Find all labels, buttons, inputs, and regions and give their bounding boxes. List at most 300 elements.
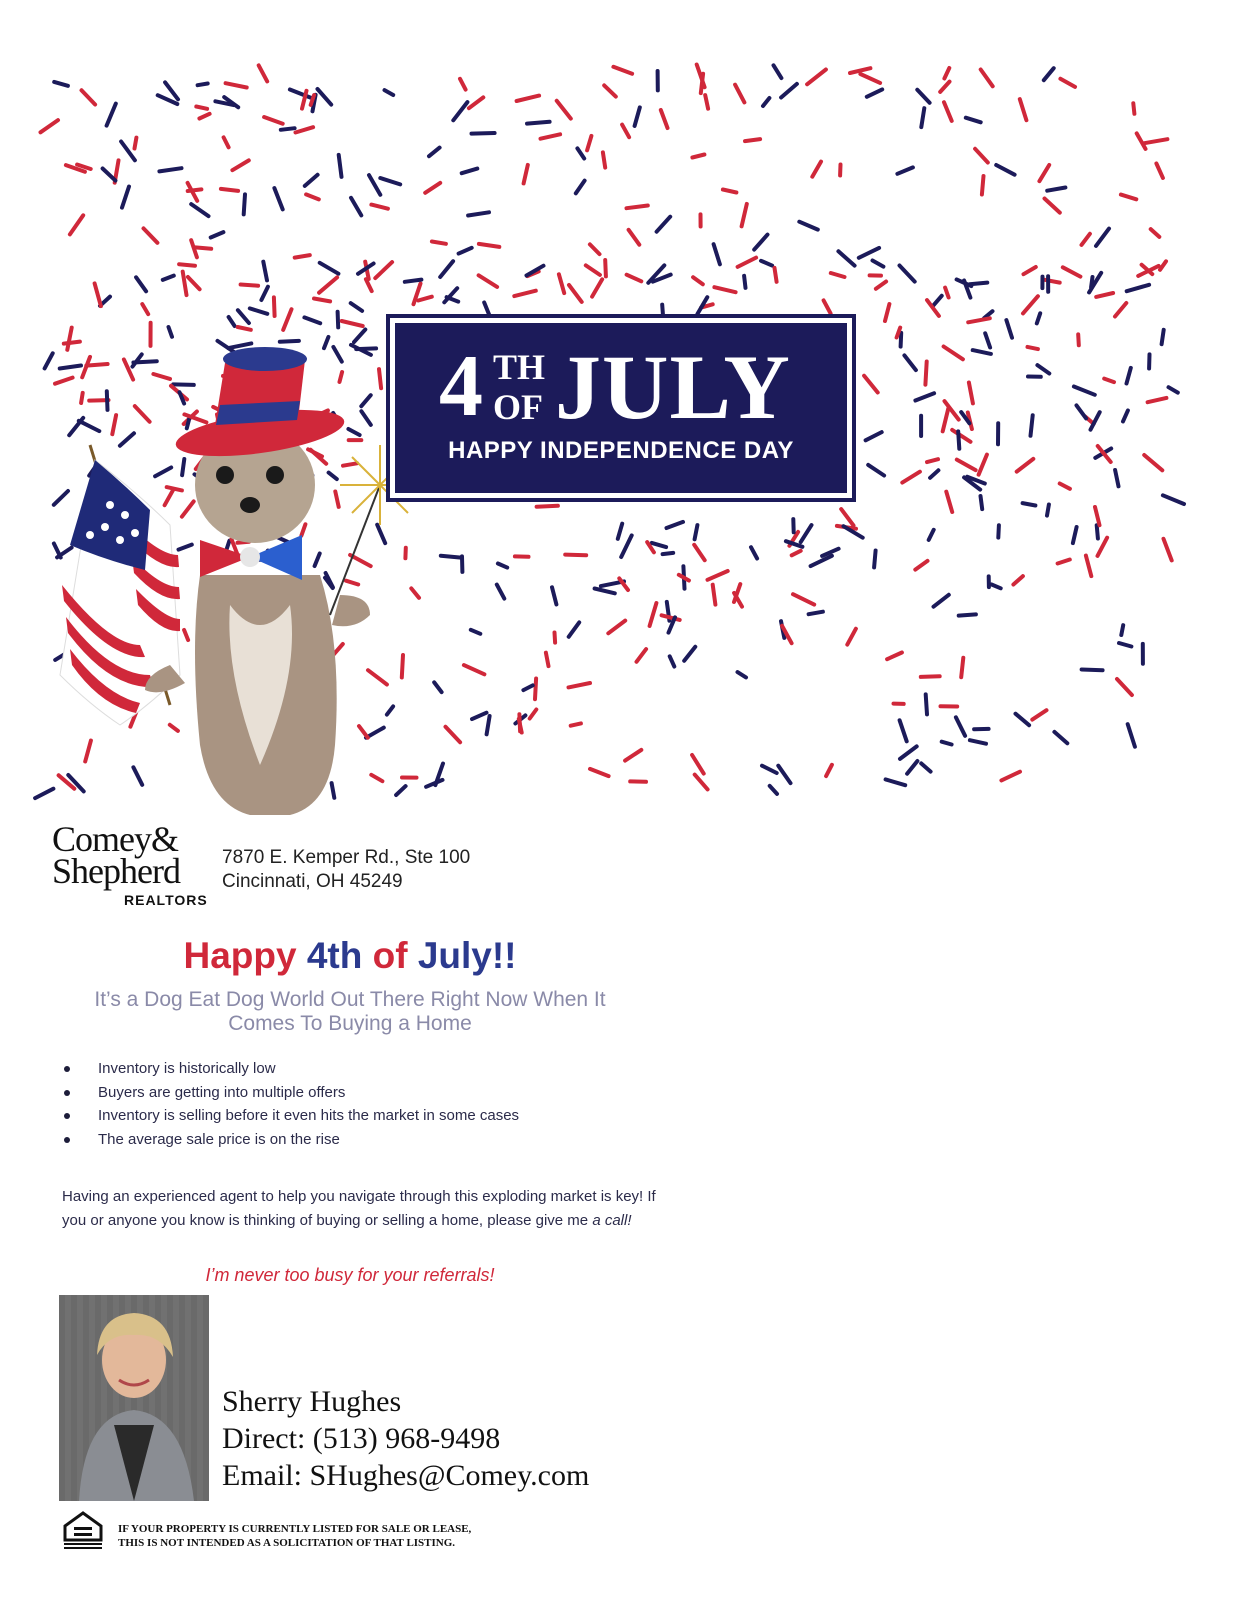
confetti-piece: [1127, 285, 1149, 291]
confetti-piece: [462, 169, 478, 174]
confetti-piece: [627, 206, 648, 209]
confetti-piece: [754, 235, 767, 250]
confetti-piece: [959, 614, 976, 615]
confetti-piece: [650, 603, 657, 626]
confetti-piece: [95, 283, 101, 306]
confetti-piece: [1006, 320, 1012, 338]
confetti-piece: [530, 710, 537, 719]
confetti-piece: [625, 750, 641, 761]
confetti-piece: [781, 84, 797, 98]
agent-contact: [222, 1383, 589, 1494]
confetti-piece: [432, 242, 446, 244]
banner-subtitle: HAPPY INDEPENDENCE DAY: [448, 437, 794, 464]
confetti-piece: [1082, 234, 1090, 245]
confetti-piece: [807, 70, 826, 85]
confetti-piece: [354, 330, 365, 343]
confetti-piece: [351, 198, 361, 216]
list-item: Inventory is selling before it even hits the market in some cases: [60, 1104, 660, 1128]
confetti-piece: [714, 244, 720, 264]
confetti-piece: [738, 672, 747, 677]
confetti-piece: [973, 350, 991, 354]
confetti-piece: [453, 102, 467, 120]
confetti-piece: [472, 133, 495, 134]
confetti-piece: [982, 176, 984, 195]
confetti-piece: [874, 551, 876, 568]
headline: [60, 935, 640, 977]
confetti-piece: [921, 108, 924, 127]
tagline: [75, 988, 625, 1036]
confetti-piece: [1144, 455, 1162, 470]
confetti-piece: [927, 459, 938, 462]
confetti-piece: [774, 65, 782, 78]
confetti-piece: [82, 90, 96, 104]
confetti-piece: [778, 766, 790, 783]
confetti-piece: [1123, 410, 1128, 421]
confetti-piece: [559, 274, 564, 293]
confetti-piece: [517, 96, 540, 101]
confetti-piece: [926, 694, 927, 714]
confetti-piece: [371, 205, 388, 209]
confetti-piece: [263, 262, 267, 281]
confetti-piece: [695, 525, 698, 539]
confetti-piece: [1104, 379, 1114, 383]
confetti-piece: [998, 525, 999, 537]
confetti-piece: [241, 285, 259, 286]
confetti-piece: [472, 713, 487, 719]
confetti-piece: [934, 595, 949, 607]
confetti-piece: [590, 244, 600, 254]
confetti-piece: [460, 79, 466, 90]
confetti-piece: [1054, 732, 1067, 743]
confetti-piece: [514, 291, 536, 296]
confetti-piece: [1077, 405, 1087, 418]
confetti-piece: [319, 277, 337, 292]
confetti-piece: [232, 160, 248, 170]
confetti-piece: [211, 232, 224, 237]
confetti-piece: [1060, 484, 1070, 489]
confetti-piece: [917, 90, 929, 103]
banner-july: JULY: [555, 336, 791, 438]
bullet-dot: [64, 1090, 70, 1096]
confetti-piece: [900, 720, 907, 741]
confetti-piece: [221, 189, 238, 191]
confetti-piece: [867, 89, 882, 96]
confetti-piece: [274, 188, 282, 209]
bullet-dot: [64, 1137, 70, 1143]
confetti-piece: [569, 285, 582, 302]
confetti-piece: [1096, 229, 1109, 246]
confetti-piece: [637, 649, 647, 662]
confetti-piece: [587, 136, 591, 150]
confetti-piece: [622, 125, 629, 138]
confetti-piece: [1074, 387, 1095, 395]
agent-name: Sherry Hughes: [222, 1385, 402, 1418]
confetti-piece: [342, 321, 363, 326]
confetti-piece: [723, 190, 737, 193]
confetti-piece: [930, 470, 938, 478]
confetti-piece: [469, 97, 483, 108]
confetti-piece: [1117, 679, 1132, 695]
confetti-piece: [847, 629, 856, 645]
confetti-piece: [440, 261, 453, 277]
tagline-line-2: Comes To Buying a Home: [228, 1012, 472, 1035]
confetti-piece: [1162, 330, 1164, 344]
confetti-piece: [121, 142, 135, 161]
confetti-piece: [613, 67, 632, 74]
confetti-piece: [809, 612, 823, 615]
confetti-piece: [1037, 313, 1040, 323]
bullet-dot: [64, 1113, 70, 1119]
confetti-piece: [304, 317, 320, 323]
confetti-piece: [957, 460, 976, 471]
confetti-piece: [945, 288, 949, 298]
confetti-piece: [1119, 643, 1131, 647]
confetti-piece: [425, 183, 440, 193]
confetti-piece: [320, 263, 339, 274]
confetti-piece: [841, 509, 853, 525]
confetti-piece: [694, 545, 705, 560]
confetti-piece: [179, 264, 195, 266]
confetti-piece: [103, 169, 116, 181]
confetti-piece: [1169, 387, 1178, 392]
confetti-piece: [535, 679, 536, 700]
confetti-piece: [701, 74, 703, 93]
headline-july: July!!: [417, 935, 517, 976]
confetti-piece: [194, 247, 211, 249]
confetti-piece: [569, 683, 591, 687]
confetti-piece: [527, 122, 550, 124]
confetti-piece: [670, 656, 675, 666]
confetti-piece: [64, 342, 80, 344]
confetti-piece: [635, 107, 640, 126]
confetti-piece: [1082, 670, 1103, 671]
confetti-piece: [238, 310, 249, 323]
banner-title: [395, 336, 847, 438]
confetti-piece: [295, 255, 310, 258]
confetti-piece: [471, 630, 481, 634]
headline-of: of: [372, 935, 408, 976]
confetti-piece: [169, 327, 173, 337]
confetti-piece: [603, 152, 605, 167]
confetti-piece: [873, 261, 884, 267]
confetti-piece: [761, 261, 772, 266]
confetti-piece: [979, 455, 987, 475]
confetti-piece: [866, 432, 882, 440]
agent-email[interactable]: Email: SHughes@Comey.com: [222, 1459, 590, 1492]
confetti-piece: [1133, 103, 1134, 114]
address-line-1: 7870 E. Kemper Rd., Ste 100: [222, 847, 471, 868]
confetti-piece: [621, 535, 632, 557]
confetti-piece: [541, 134, 561, 138]
confetti-piece: [1031, 415, 1033, 436]
confetti-piece: [921, 676, 940, 677]
confetti-piece: [1013, 576, 1023, 584]
confetti-piece: [429, 148, 440, 157]
confetti-piece: [663, 553, 674, 554]
confetti-piece: [970, 283, 988, 285]
confetti-piece: [1058, 560, 1070, 564]
confetti-piece: [662, 615, 680, 620]
confetti-piece: [229, 317, 235, 326]
confetti-piece: [944, 68, 949, 79]
confetti-piece: [107, 104, 116, 126]
confetti-piece: [468, 212, 489, 215]
confetti-piece: [523, 685, 532, 690]
confetti-piece: [41, 120, 59, 132]
confetti-piece: [932, 296, 941, 307]
confetti-piece: [165, 82, 178, 99]
list-item: Buyers are getting into multiple offers: [60, 1081, 660, 1105]
confetti-piece: [1095, 507, 1100, 525]
confetti-piece: [629, 230, 640, 245]
headline-happy: Happy: [183, 935, 297, 976]
confetti-piece: [1020, 99, 1027, 120]
confetti-piece: [859, 248, 879, 258]
confetti-piece: [318, 89, 332, 105]
confetti-piece: [956, 717, 965, 736]
confetti-piece: [576, 181, 585, 194]
list-item: The average sale price is on the rise: [60, 1128, 660, 1152]
headline-4th: 4th: [306, 935, 363, 976]
confetti-piece: [897, 167, 913, 173]
confetti-piece: [159, 168, 181, 171]
banner-th: TH: [493, 347, 546, 387]
confetti-piece: [942, 742, 952, 745]
confetti-piece: [692, 155, 704, 158]
confetti-piece: [1128, 724, 1135, 747]
confetti-piece: [261, 287, 268, 300]
confetti-piece: [713, 585, 716, 605]
confetti-piece: [1047, 505, 1049, 516]
confetti-piece: [1078, 334, 1079, 345]
confetti-piece: [745, 139, 760, 141]
confetti-piece: [657, 217, 671, 232]
confetti-piece: [915, 393, 934, 400]
confetti-piece: [985, 333, 990, 347]
confetti-piece: [860, 74, 880, 83]
confetti-piece: [1039, 165, 1049, 181]
confetti-piece: [1096, 293, 1113, 297]
confetti-piece: [54, 82, 68, 86]
confetti-piece: [1137, 133, 1146, 149]
confetti-piece: [708, 571, 728, 580]
confetti-piece: [1115, 303, 1126, 317]
equal-housing-icon: [62, 1510, 104, 1550]
confetti-piece: [1127, 368, 1131, 384]
confetti-piece: [608, 621, 625, 634]
confetti-piece: [944, 347, 963, 360]
confetti-piece: [250, 308, 267, 313]
confetti-piece: [1028, 347, 1038, 349]
confetti-piece: [1063, 267, 1081, 276]
confetti-piece: [199, 114, 209, 119]
confetti-piece: [339, 155, 342, 177]
confetti-piece: [744, 276, 745, 288]
confetti-piece: [735, 85, 744, 103]
confetti-piece: [314, 299, 330, 302]
logo-line-2: Shepherd: [52, 851, 180, 891]
confetti-piece: [1144, 139, 1167, 143]
confetti-piece: [586, 265, 600, 275]
confetti-piece: [283, 309, 291, 330]
confetti-piece: [901, 333, 902, 347]
confetti-piece: [1098, 538, 1108, 556]
confetti-piece: [281, 128, 295, 130]
confetti-piece: [801, 525, 812, 542]
confetti-piece: [375, 262, 392, 278]
disclaimer-line-2: THIS IS NOT INTENDED AS A SOLICITATION OF THAT LISTING.: [118, 1537, 456, 1549]
confetti-piece: [135, 138, 137, 149]
confetti-piece: [1045, 199, 1060, 213]
confetti-piece: [940, 82, 949, 92]
confetti-piece: [1121, 195, 1136, 200]
confetti-piece: [1060, 79, 1075, 87]
confetti-piece: [122, 187, 129, 208]
confetti-piece: [1023, 503, 1036, 505]
confetti-piece: [577, 148, 584, 158]
confetti-piece: [305, 175, 318, 186]
confetti-piece: [981, 70, 993, 87]
confetti-piece: [259, 65, 268, 81]
tagline-line-1: It’s a Dog Eat Dog World Out There Right Now When It: [94, 988, 606, 1011]
confetti-piece: [1086, 556, 1091, 577]
confetti-piece: [763, 98, 769, 106]
confetti-piece: [144, 228, 158, 242]
confetti-piece: [792, 551, 801, 556]
list-item: Inventory is historically low: [60, 1057, 660, 1081]
confetti-piece: [968, 318, 990, 322]
confetti-piece: [952, 430, 970, 442]
confetti-piece: [705, 95, 708, 109]
bullet-dot: [64, 1066, 70, 1072]
confetti-piece: [380, 178, 400, 184]
confetti-piece: [831, 273, 845, 277]
confetti-piece: [838, 251, 854, 265]
confetti-piece: [1091, 277, 1092, 287]
confetti-piece: [592, 279, 602, 296]
confetti-piece: [590, 769, 609, 776]
office-address: [222, 846, 470, 894]
confetti-piece: [627, 275, 642, 282]
confetti-piece: [826, 765, 832, 776]
confetti-piece: [886, 779, 906, 785]
confetti-piece: [904, 355, 916, 370]
confetti-piece: [1115, 470, 1118, 486]
fourth-of-july-banner: [390, 318, 852, 498]
confetti-piece: [812, 162, 821, 177]
confetti-piece: [70, 215, 83, 234]
confetti-piece: [915, 561, 927, 570]
confetti-piece: [418, 297, 432, 301]
confetti-piece: [552, 587, 556, 604]
uncle-sam-hat-icon: [173, 347, 347, 465]
confetti-piece: [850, 68, 870, 73]
confetti-piece: [306, 194, 319, 199]
confetti-piece: [996, 165, 1014, 175]
confetti-piece: [1044, 68, 1054, 80]
confetti-piece: [970, 740, 986, 744]
comey-shepherd-logo: [52, 820, 212, 910]
confetti-piece: [695, 775, 708, 790]
confetti-piece: [1097, 525, 1098, 538]
confetti-piece: [961, 658, 963, 677]
call-emphasis: a call!: [592, 1211, 632, 1229]
confetti-piece: [338, 312, 339, 328]
confetti-piece: [519, 719, 522, 733]
address-line-2: Cincinnati, OH 45249: [222, 871, 403, 892]
confetti-piece: [900, 746, 917, 759]
confetti-piece: [405, 280, 422, 282]
confetti-piece: [1017, 459, 1034, 472]
agent-phone[interactable]: Direct: (513) 968-9498: [222, 1422, 501, 1455]
confetti-piece: [679, 575, 689, 581]
confetti-piece: [183, 272, 187, 296]
confetti-piece: [464, 665, 485, 674]
confetti-piece: [975, 149, 988, 163]
confetti-piece: [191, 204, 208, 216]
confetti-piece: [793, 594, 814, 604]
confetti-piece: [537, 506, 558, 507]
confetti-piece: [943, 409, 949, 432]
confetti-piece: [902, 472, 920, 483]
confetti-piece: [969, 383, 973, 404]
confetti-piece: [751, 547, 757, 558]
confetti-piece: [738, 258, 757, 267]
confetti-piece: [742, 204, 747, 226]
confetti-piece: [546, 653, 549, 666]
confetti-piece: [274, 297, 275, 316]
confetti-piece: [1160, 261, 1166, 270]
confetti-piece: [198, 84, 208, 86]
confetti-piece: [714, 287, 735, 292]
confetti-piece: [887, 653, 902, 660]
confetti-piece: [692, 755, 704, 774]
confetti-piece: [1023, 296, 1038, 313]
confetti-piece: [1073, 527, 1077, 543]
confetti-piece: [524, 165, 528, 184]
confetti-piece: [479, 275, 498, 287]
confetti-piece: [351, 303, 362, 311]
confetti-piece: [966, 118, 981, 123]
confetti-piece: [191, 240, 197, 257]
confetti-piece: [226, 83, 247, 87]
confetti-piece: [498, 564, 507, 568]
confetti-piece: [1001, 772, 1020, 781]
confetti-piece: [944, 102, 952, 121]
confetti-piece: [925, 362, 926, 385]
confetti-piece: [565, 555, 586, 556]
confetti-piece: [569, 622, 580, 636]
confetti-piece: [1016, 714, 1030, 726]
logo-line-1: Comey&: [52, 819, 178, 859]
confetti-piece: [799, 222, 818, 230]
confetti-piece: [1164, 539, 1172, 561]
confetti-piece: [618, 524, 622, 539]
confetti-piece: [557, 101, 571, 119]
market-bullet-list: [60, 1057, 660, 1151]
confetti-piece: [196, 107, 207, 109]
confetti-piece: [1121, 625, 1123, 635]
confetti-piece: [1138, 266, 1158, 276]
confetti-piece: [661, 110, 668, 128]
confetti-piece: [900, 266, 915, 282]
confetti-piece: [385, 90, 394, 95]
agent-photo: [59, 1295, 209, 1501]
confetti-piece: [604, 85, 616, 96]
confetti-piece: [885, 304, 889, 321]
confetti-piece: [280, 341, 299, 342]
confetti-piece: [296, 127, 314, 132]
